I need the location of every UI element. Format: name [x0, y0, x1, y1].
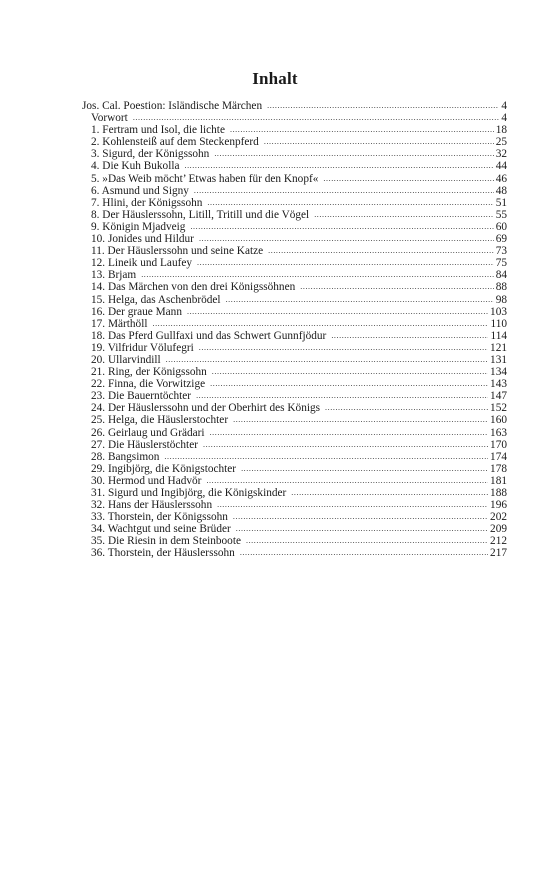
- toc-entry-title: 19. Vilfridur Völufegri: [91, 341, 194, 354]
- dot-leader: [233, 511, 488, 523]
- toc-entry[interactable]: [82, 100, 507, 112]
- toc-entry-page-number: 4: [501, 100, 507, 112]
- toc-entry-title: Vorwort: [91, 112, 128, 125]
- toc-entry[interactable]: [82, 366, 507, 378]
- toc-entry-page-number: 4: [501, 112, 507, 125]
- toc-entry-title: 9. Königin Mjadveig: [91, 220, 186, 233]
- dot-leader: [141, 269, 494, 281]
- toc-entry-page-number: 196: [490, 499, 507, 512]
- toc-entry-title: 28. Bangsimon: [91, 450, 160, 463]
- toc-entry-title: 16. Der graue Mann: [91, 305, 182, 318]
- toc-entry-title: 12. Lineik und Laufey: [91, 257, 193, 270]
- toc-entry-title: 8. Der Häuslerssohn, Litill, Tritill und die Vögel: [91, 208, 310, 221]
- toc-entry[interactable]: [82, 257, 507, 269]
- toc-entry-title: 34. Wachtgut und seine Brüder: [91, 523, 231, 536]
- toc-entry[interactable]: [82, 487, 507, 499]
- dot-leader: [210, 378, 488, 390]
- dot-leader: [166, 354, 488, 366]
- dot-leader: [236, 523, 488, 535]
- dot-leader: [241, 463, 488, 475]
- toc-entry-title: 7. Hlini, der Königssohn: [91, 196, 203, 209]
- dot-leader: [199, 342, 488, 354]
- toc-entry-page-number: 121: [490, 341, 507, 354]
- toc-entry[interactable]: [82, 294, 507, 306]
- dot-leader: [203, 439, 488, 451]
- toc-entry-title: 30. Hermod und Hadvör: [91, 474, 202, 487]
- toc-entry-title: 22. Finna, die Vorwitzige: [91, 378, 206, 391]
- toc-entry-title: 10. Jonides und Hildur: [91, 233, 194, 246]
- toc-entry[interactable]: [82, 451, 507, 463]
- toc-entry-page-number: 88: [495, 281, 507, 294]
- toc-entry[interactable]: [82, 354, 507, 366]
- toc-entry-title: 29. Ingibjörg, die Königstochter: [91, 462, 237, 475]
- toc-entry-title: 1. Fertram und Isol, die lichte: [91, 124, 225, 137]
- dot-leader: [214, 148, 493, 160]
- toc-entry-page-number: 212: [490, 535, 507, 548]
- dot-leader: [164, 451, 488, 463]
- toc-entry-page-number: 25: [495, 136, 507, 149]
- toc-entry-title: Jos. Cal. Poestion: Isländische Märchen: [82, 100, 263, 112]
- toc-entry-title: 31. Sigurd und Ingibjörg, die Königskinder: [91, 487, 287, 499]
- dot-leader: [212, 366, 488, 378]
- toc-entry-page-number: 84: [495, 269, 507, 282]
- dot-leader: [240, 547, 488, 559]
- dot-leader: [217, 499, 488, 511]
- toc-entry-title: 2. Kohlensteiß auf dem Steckenpferd: [91, 136, 259, 149]
- toc-entry[interactable]: [82, 112, 507, 124]
- toc-entry-page-number: 75: [495, 257, 507, 270]
- toc-entry[interactable]: [82, 197, 507, 209]
- toc-entry[interactable]: [82, 148, 507, 160]
- toc-entry[interactable]: [82, 523, 507, 535]
- toc-entry-title: 18. Das Pferd Gullfaxi und das Schwert Gunnfjödur: [91, 329, 327, 342]
- toc-entry-page-number: 114: [490, 329, 507, 342]
- toc-entry[interactable]: [82, 535, 507, 547]
- toc-entry-title: 17. Märthöll: [91, 317, 148, 330]
- toc-entry-title: 21. Ring, der Königssohn: [91, 366, 207, 379]
- toc-entry-title: 4. Die Kuh Bukolla: [91, 160, 180, 173]
- toc-entry-title: 20. Ullarvindill: [91, 353, 161, 366]
- toc-entry[interactable]: [82, 124, 507, 136]
- toc-entry-title: 27. Die Häuslerstöchter: [91, 438, 198, 451]
- toc-entry-page-number: 46: [495, 172, 507, 185]
- toc-entry-page-number: 51: [495, 196, 507, 209]
- dot-leader: [133, 112, 500, 124]
- toc-entry-title: 14. Das Märchen von den drei Königssöhnen: [91, 281, 296, 294]
- dot-leader: [199, 233, 494, 245]
- dot-leader: [233, 414, 488, 426]
- dot-leader: [267, 100, 499, 112]
- toc-entry-page-number: 44: [495, 160, 507, 173]
- toc-entry-title: 25. Helga, die Häuslerstochter: [91, 414, 229, 427]
- toc-entry[interactable]: [82, 499, 507, 511]
- toc-entry[interactable]: [82, 269, 507, 281]
- dot-leader: [230, 124, 494, 136]
- toc-entry-page-number: 209: [490, 523, 507, 536]
- toc-entry-title: 3. Sigurd, der Königssohn: [91, 148, 210, 161]
- toc-entry[interactable]: [82, 439, 507, 451]
- toc-entry[interactable]: [82, 306, 507, 318]
- toc-entry-title: 26. Geirlaug und Grädari: [91, 426, 205, 439]
- dot-leader: [323, 173, 493, 185]
- toc-entry[interactable]: [82, 390, 507, 402]
- toc-entry[interactable]: [82, 427, 507, 439]
- dot-leader: [246, 535, 488, 547]
- dot-leader: [206, 475, 488, 487]
- dot-leader: [331, 330, 488, 342]
- toc-entry-page-number: 163: [490, 426, 507, 439]
- dot-leader: [207, 197, 493, 209]
- toc-entry[interactable]: [82, 173, 507, 185]
- toc-entry-page-number: 18: [495, 124, 507, 137]
- toc-entry-page-number: 160: [490, 414, 507, 427]
- toc-entry-page-number: 32: [495, 148, 507, 161]
- dot-leader: [184, 160, 493, 172]
- dot-leader: [194, 185, 494, 197]
- toc-entry[interactable]: [82, 233, 507, 245]
- toc-entry[interactable]: [82, 281, 507, 293]
- toc-entry-page-number: 73: [495, 245, 507, 258]
- toc-entry-page-number: 178: [490, 462, 507, 475]
- toc-entry-title: 23. Die Bauerntöchter: [91, 390, 192, 403]
- toc-entry-title: 5. »Das Weib möcht’ Etwas haben für den Knopf«: [91, 172, 319, 185]
- toc-entry[interactable]: [82, 414, 507, 426]
- toc-entry[interactable]: [82, 330, 507, 342]
- toc-entry[interactable]: [82, 342, 507, 354]
- toc-entry-page-number: 60: [495, 220, 507, 233]
- toc-entry-page-number: 98: [495, 293, 507, 306]
- toc-entry-page-number: 69: [495, 233, 507, 246]
- toc-entry-title: 24. Der Häuslerssohn und der Oberhirt des Königs: [91, 402, 321, 415]
- dot-leader: [264, 136, 494, 148]
- toc-entry-page-number: 174: [490, 450, 507, 463]
- toc-entry[interactable]: [82, 475, 507, 487]
- toc-entry[interactable]: [82, 209, 507, 221]
- toc-entry-page-number: 217: [490, 547, 507, 560]
- toc-entry[interactable]: [82, 378, 507, 390]
- toc-entry-page-number: 143: [490, 378, 507, 391]
- dot-leader: [226, 294, 494, 306]
- toc-entry-page-number: 134: [490, 366, 507, 379]
- dot-leader: [291, 487, 488, 499]
- toc-entry-page-number: 48: [495, 184, 507, 197]
- toc-entry[interactable]: [82, 245, 507, 257]
- toc-entry[interactable]: [82, 511, 507, 523]
- toc-entry[interactable]: [82, 185, 507, 197]
- dot-leader: [268, 245, 494, 257]
- toc-entry-page-number: 170: [490, 438, 507, 451]
- toc-entry-page-number: 147: [490, 390, 507, 403]
- toc-entry-page-number: 181: [490, 474, 507, 487]
- toc-entry-title: 15. Helga, das Aschenbrödel: [91, 293, 221, 306]
- toc-entry-title: 13. Brjam: [91, 269, 137, 282]
- toc-entry-page-number: 55: [495, 208, 507, 221]
- toc-entry[interactable]: [82, 318, 507, 330]
- dot-leader: [196, 390, 488, 402]
- page-title: Inhalt: [252, 69, 298, 89]
- toc-entry-title: 6. Asmund und Signy: [91, 184, 189, 197]
- dot-leader: [190, 221, 493, 233]
- toc-entry-title: 35. Die Riesin in dem Steinboote: [91, 535, 241, 548]
- toc-entry-title: 32. Hans der Häuslerssohn: [91, 499, 213, 512]
- table-of-contents: [82, 100, 507, 560]
- toc-entry[interactable]: [82, 402, 507, 414]
- dot-leader: [314, 209, 494, 221]
- dot-leader: [300, 281, 493, 293]
- toc-entry-page-number: 131: [490, 353, 507, 366]
- toc-entry-title: 36. Thorstein, der Häuslerssohn: [91, 547, 235, 560]
- toc-entry-page-number: 152: [490, 402, 507, 415]
- dot-leader: [197, 257, 494, 269]
- dot-leader: [210, 427, 488, 439]
- toc-entry-page-number: 103: [490, 305, 507, 318]
- toc-entry-page-number: 188: [490, 487, 507, 499]
- dot-leader: [187, 306, 488, 318]
- toc-entry-title: 11. Der Häuslerssohn und seine Katze: [91, 245, 264, 258]
- toc-entry[interactable]: [82, 463, 507, 475]
- toc-entry-page-number: 202: [490, 511, 507, 524]
- toc-entry[interactable]: [82, 160, 507, 172]
- toc-entry-page-number: 110: [490, 317, 507, 330]
- toc-entry[interactable]: [82, 221, 507, 233]
- toc-entry[interactable]: [82, 136, 507, 148]
- toc-entry-title: 33. Thorstein, der Königssohn: [91, 511, 228, 524]
- toc-entry[interactable]: [82, 547, 507, 559]
- dot-leader: [325, 402, 488, 414]
- dot-leader: [152, 318, 488, 330]
